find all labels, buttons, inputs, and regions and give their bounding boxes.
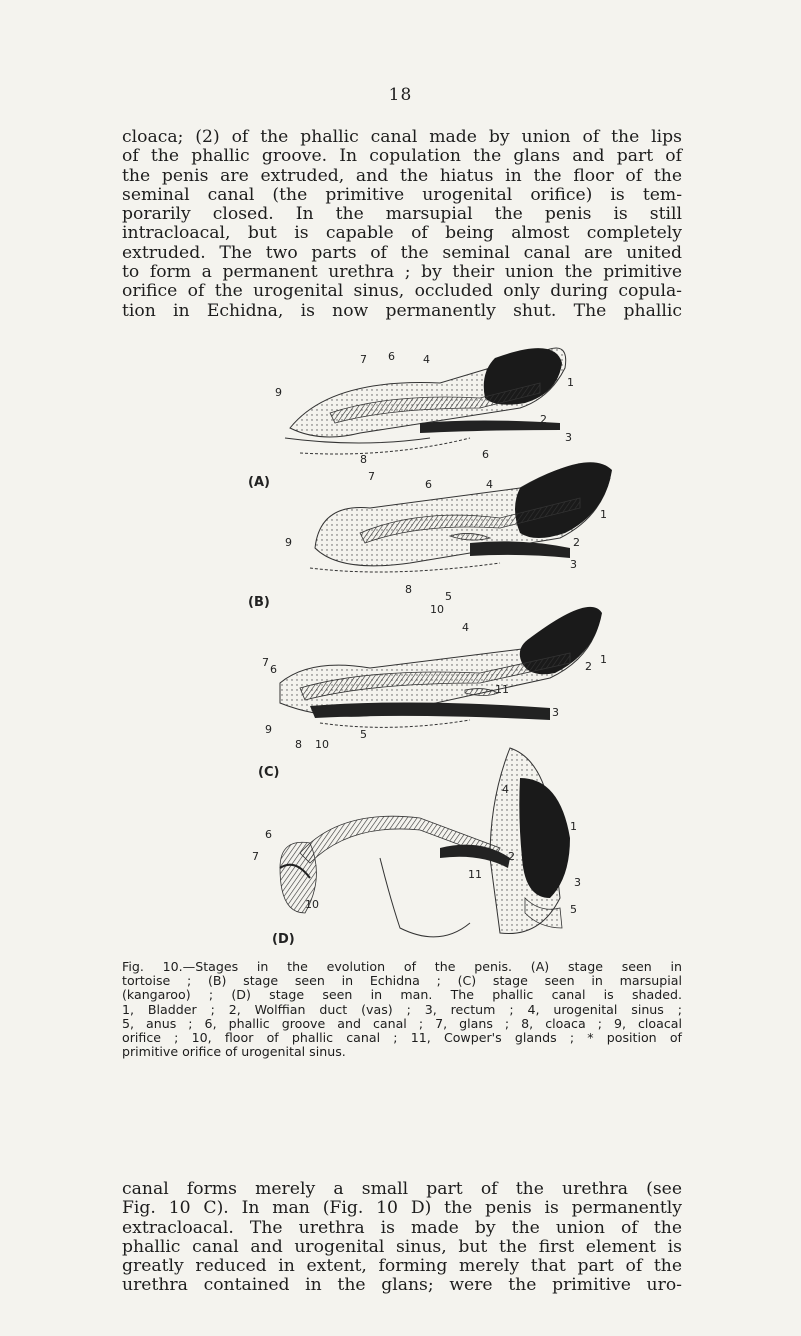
caption-line: primitive orifice of urogenital sinus. — [122, 1044, 346, 1060]
caption-line: tortoise ; (B) stage seen in Echidna ; (C) stage seen in marsupial — [122, 973, 682, 989]
label-c-8: 8 — [295, 738, 302, 751]
label-c-3: 3 — [552, 706, 559, 719]
text-line: Fig. 10 C). In man (Fig. 10 D) the penis is permanently — [122, 1198, 682, 1219]
label-b-9: 9 — [285, 536, 292, 549]
label-d-2: 2 — [508, 850, 515, 863]
label-a-9: 9 — [275, 386, 282, 399]
text-line: porarily closed. In the marsupial the penis is still — [122, 204, 682, 225]
stage-label-c: (C) — [258, 765, 280, 780]
paragraph-bottom — [122, 1180, 682, 1296]
caption-line: (kangaroo) ; (D) stage seen in man. The phallic canal is shaded. — [122, 987, 682, 1003]
caption-line: orifice ; 10, floor of phallic canal ; 11, Cowper's glands ; * position of — [122, 1030, 682, 1046]
text-line: greatly reduced in extent, forming merely that part of the — [122, 1256, 682, 1277]
paragraph-top — [122, 128, 682, 321]
stage-b-drawing — [285, 462, 612, 616]
stage-d-drawing — [252, 748, 581, 937]
label-c-1: 1 — [600, 653, 607, 666]
stage-label-a: (A) — [248, 475, 270, 490]
label-a-4: 4 — [423, 353, 430, 366]
stage-label-d: (D) — [272, 932, 295, 947]
label-b-2: 2 — [573, 536, 580, 549]
label-b-7: 7 — [368, 470, 375, 483]
label-b-1: 1 — [600, 508, 607, 521]
text-line: of the phallic groove. In copulation the glans and part of — [122, 146, 682, 167]
label-b-11: 11 — [500, 540, 514, 553]
label-a-3: 3 — [565, 431, 572, 444]
label-d-10: 10 — [305, 898, 319, 911]
label-a-1: 1 — [567, 376, 574, 389]
label-c-4: 4 — [462, 621, 469, 634]
label-a-7: 7 — [360, 353, 367, 366]
label-a-8: 8 — [360, 453, 367, 466]
figure-illustration — [240, 338, 620, 956]
label-d-7: 7 — [252, 850, 259, 863]
text-line: cloaca; (2) of the phallic canal made by union of the lips — [122, 127, 682, 147]
figure-penis-evolution — [240, 338, 620, 956]
caption-line: Fig. 10.—Stages in the evolution of the penis. (A) stage seen in — [122, 959, 682, 974]
label-b-5: 5 — [445, 590, 452, 603]
label-b-3: 3 — [570, 558, 577, 571]
label-c-5: 5 — [360, 728, 367, 741]
text-line: canal forms merely a small part of the urethra (see — [122, 1179, 682, 1199]
stage-a-drawing — [275, 348, 574, 466]
label-a-6: 6 — [388, 350, 395, 363]
stage-c-drawing — [262, 607, 607, 751]
text-line: extracloacal. The urethra is made by the union of the — [122, 1217, 682, 1238]
page-number: 18 — [388, 85, 413, 105]
label-b-10: 10 — [430, 603, 444, 616]
label-c-11: 11 — [495, 683, 509, 696]
label-b-8: 8 — [405, 583, 412, 596]
text-line: extruded. The two parts of the seminal canal are united — [122, 242, 682, 263]
label-c-7: 7 — [262, 656, 269, 669]
label-d-1: 1 — [570, 820, 577, 833]
text-line: urethra contained in the glans; were the primitive uro- — [122, 1275, 682, 1296]
label-d-6: 6 — [265, 828, 272, 841]
label-a-6b: 6 — [482, 448, 489, 461]
text-line: phallic canal and urogenital sinus, but the first element is — [122, 1236, 682, 1257]
text-line: seminal canal (the primitive urogenital orifice) is tem- — [122, 184, 682, 205]
caption-line: 1, Bladder ; 2, Wolffian duct (vas) ; 3, rectum ; 4, urogenital sinus ; — [122, 1001, 682, 1017]
label-c-10: 10 — [315, 738, 329, 751]
label-c-2: 2 — [585, 660, 592, 673]
label-d-3: 3 — [574, 876, 581, 889]
label-c-9: 9 — [265, 723, 272, 736]
text-line: to form a permanent urethra ; by their union the primitive — [122, 262, 682, 283]
label-d-4: 4 — [502, 783, 509, 796]
label-b-4: 4 — [486, 478, 493, 491]
label-b-6: 6 — [425, 478, 432, 491]
caption-line: 5, anus ; 6, phallic groove and canal ; 7, glans ; 8, cloaca ; 9, cloacal — [122, 1015, 682, 1031]
label-d-5: 5 — [570, 903, 577, 916]
label-c-6: 6 — [270, 663, 277, 676]
label-d-11: 11 — [468, 868, 482, 881]
text-line: intracloacal, but is capable of being almost completely — [122, 223, 682, 244]
figure-caption — [122, 960, 682, 1059]
text-line: the penis are extruded, and the hiatus in the floor of the — [122, 165, 682, 186]
text-line: orifice of the urogenital sinus, occluded only during copula- — [122, 281, 682, 302]
text-line: tion in Echidna, is now permanently shut. The phallic — [122, 300, 682, 321]
stage-label-b: (B) — [248, 595, 270, 610]
label-a-2: 2 — [540, 413, 547, 426]
